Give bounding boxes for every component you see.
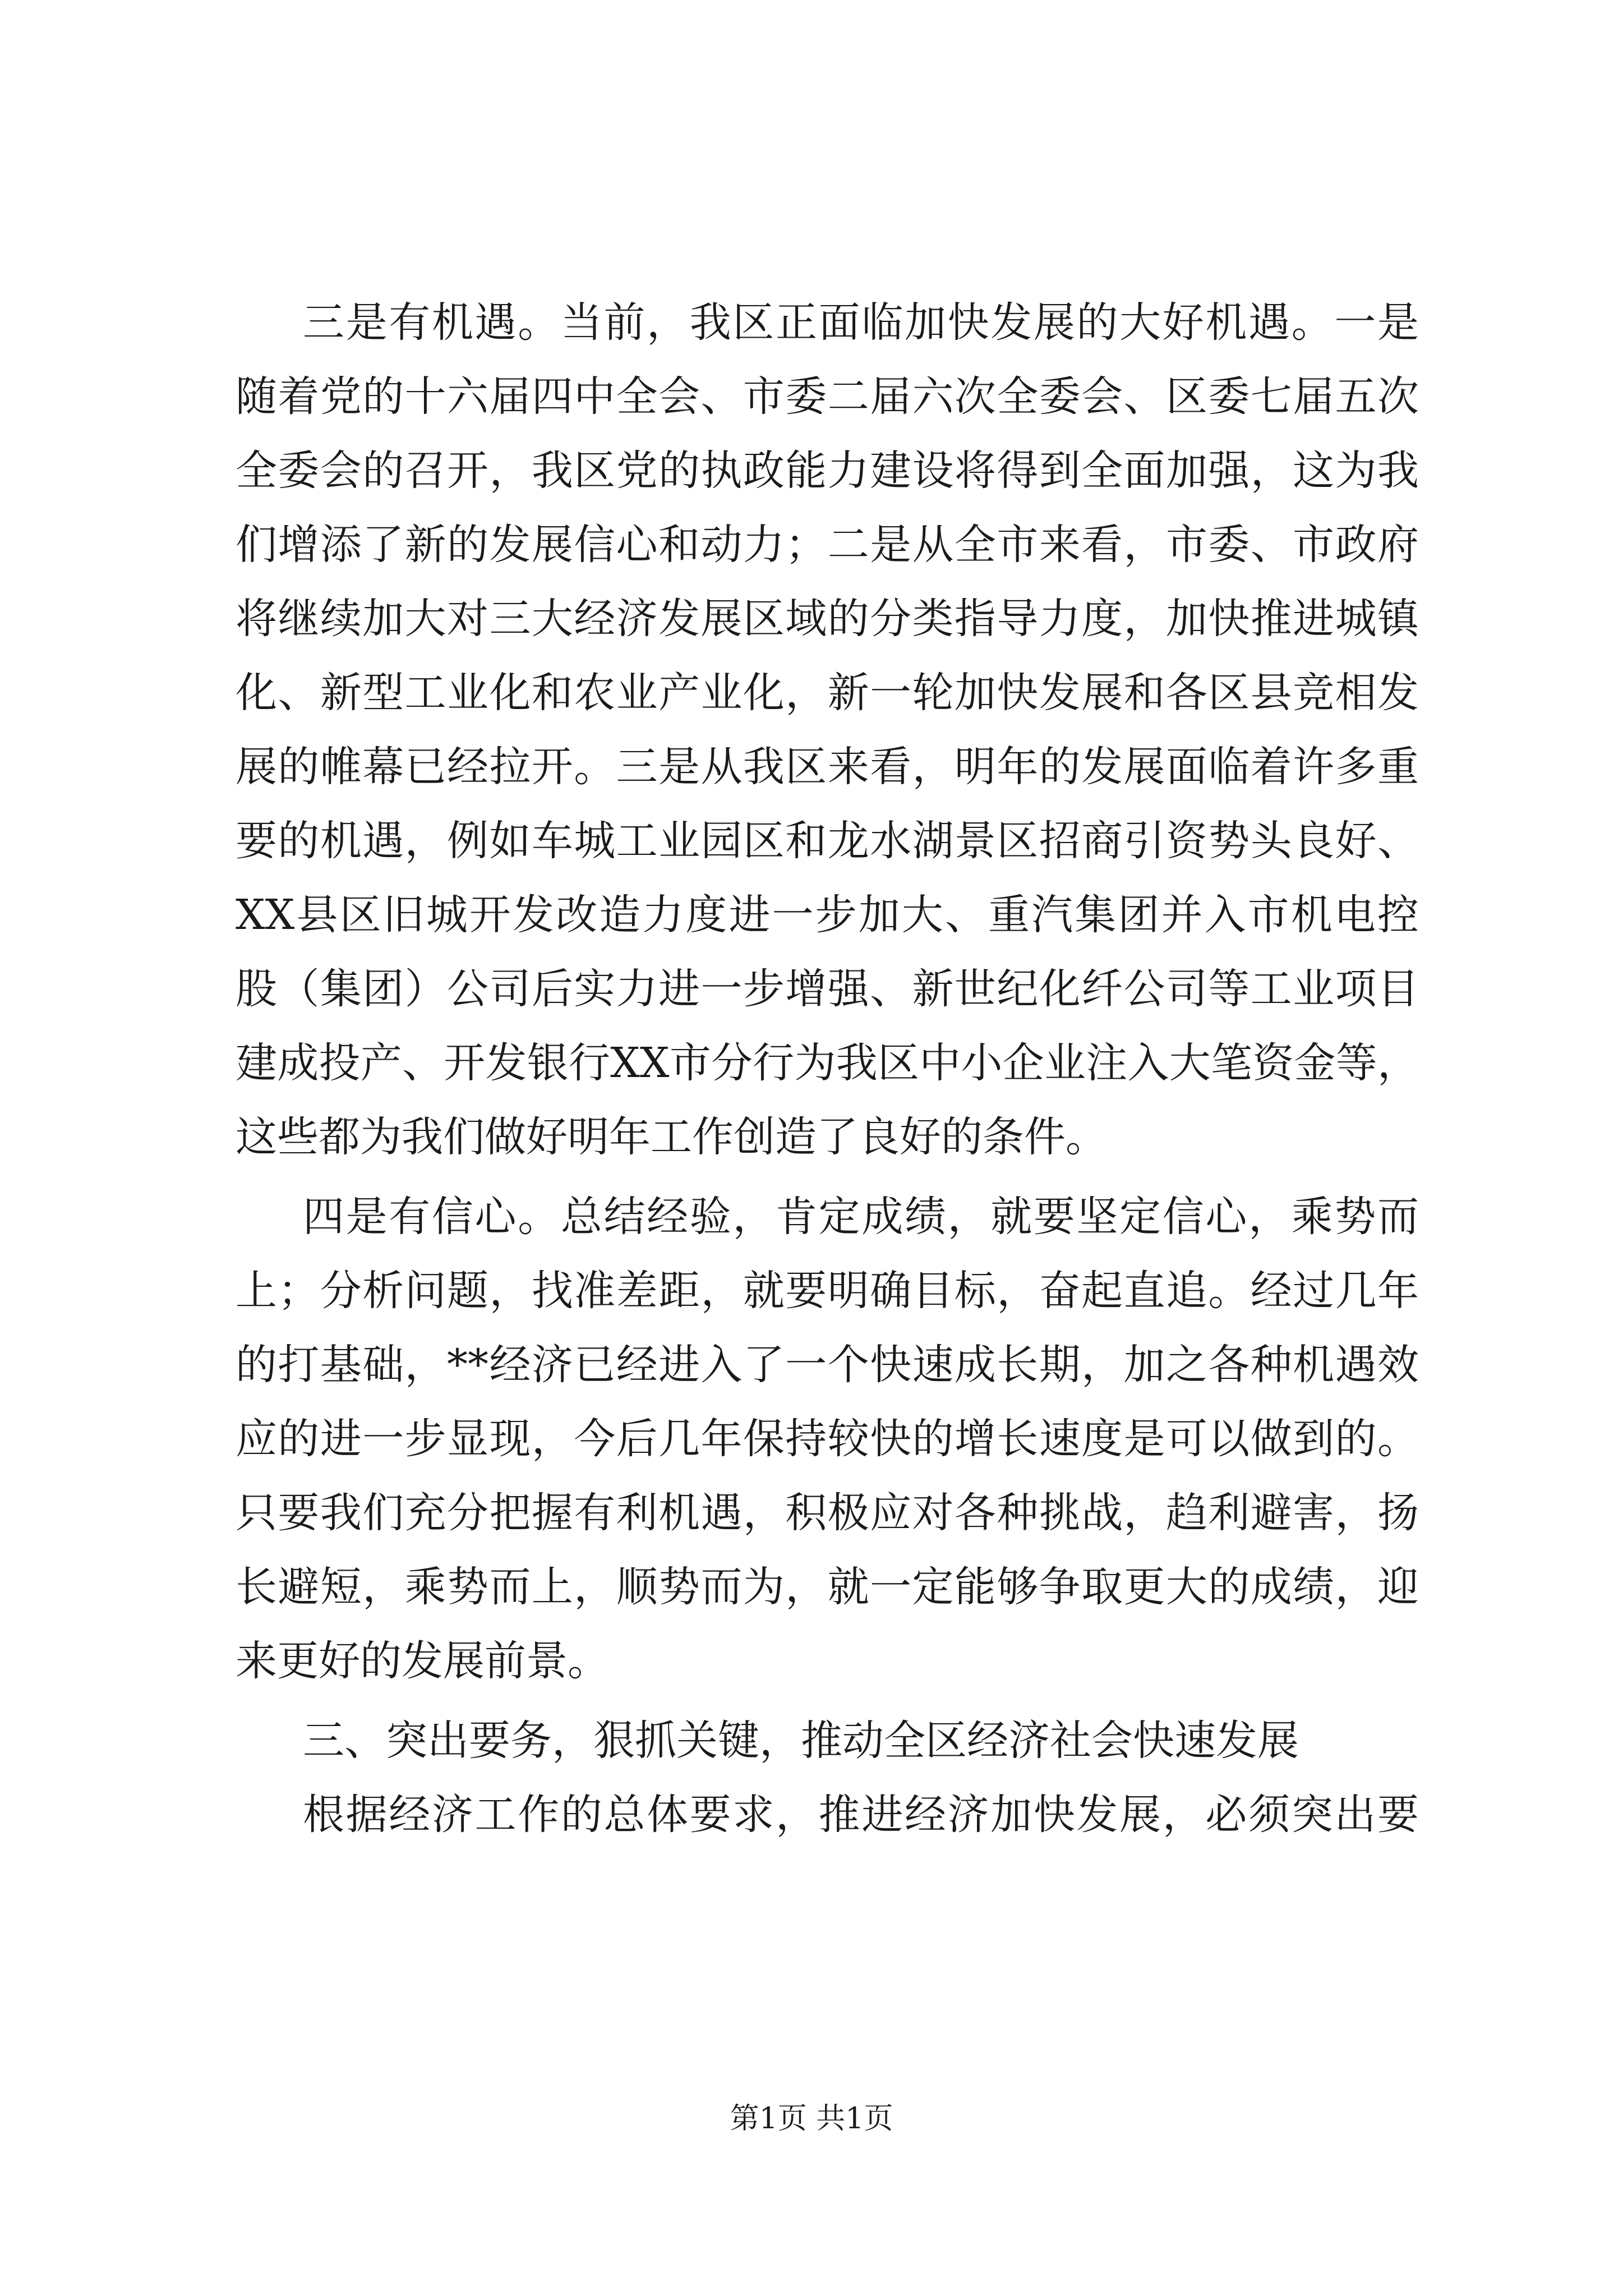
text-line: 随着党的十六届四中全会、市委二届六次全委会、区委七届五次	[236, 372, 1419, 421]
text-line: 化、新型工业化和农业产业化，新一轮加快发展和各区县竞相发	[236, 669, 1419, 717]
text-line: 应的进一步显现，今后几年保持较快的增长速度是可以做到的。	[236, 1415, 1419, 1463]
page-footer: 第1页 共1页	[730, 2102, 893, 2136]
text-line: 这些都为我们做好明年工作创造了良好的条件。	[236, 1113, 1107, 1161]
section-heading: 三、突出要务，狠抓关键，推动全区经济社会快速发展	[303, 1717, 1299, 1765]
text-line: XX县区旧城开发改造力度进一步加大、重汽集团并入市机电控	[236, 891, 1419, 939]
text-line: 上；分析问题，找准差距，就要明确目标，奋起直追。经过几年	[236, 1267, 1419, 1315]
text-line: 来更好的发展前景。	[236, 1637, 609, 1685]
text-line: 四是有信心。总结经验，肯定成绩，就要坚定信心，乘势而	[303, 1193, 1419, 1241]
text-line: 将继续加大对三大经济发展区域的分类指导力度，加快推进城镇	[236, 595, 1419, 643]
text-line: 长避短，乘势而上，顺势而为，就一定能够争取更大的成绩，迎	[236, 1563, 1419, 1611]
text-line: 们增添了新的发展信心和动力；二是从全市来看，市委、市政府	[236, 521, 1419, 569]
text-line: 三是有机遇。当前，我区正面临加快发展的大好机遇。一是	[303, 298, 1419, 347]
text-line: 全委会的召开，我区党的执政能力建设将得到全面加强，这为我	[236, 447, 1419, 495]
text-line: 要的机遇，例如车城工业园区和龙水湖景区招商引资势头良好、	[236, 817, 1419, 865]
text-line: 只要我们充分把握有利机遇，积极应对各种挑战，趋利避害，扬	[236, 1489, 1419, 1537]
text-line: 根据经济工作的总体要求，推进经济加快发展，必须突出要	[303, 1791, 1419, 1839]
text-line: 的打基础，**经济已经进入了一个快速成长期，加之各种机遇效	[236, 1341, 1419, 1389]
text-line: 建成投产、开发银行XX市分行为我区中小企业注入大笔资金等，	[236, 1039, 1419, 1087]
text-line: 股（集团）公司后实力进一步增强、新世纪化纤公司等工业项目	[236, 965, 1419, 1013]
text-line: 展的帷幕已经拉开。三是从我区来看，明年的发展面临着许多重	[236, 743, 1419, 791]
